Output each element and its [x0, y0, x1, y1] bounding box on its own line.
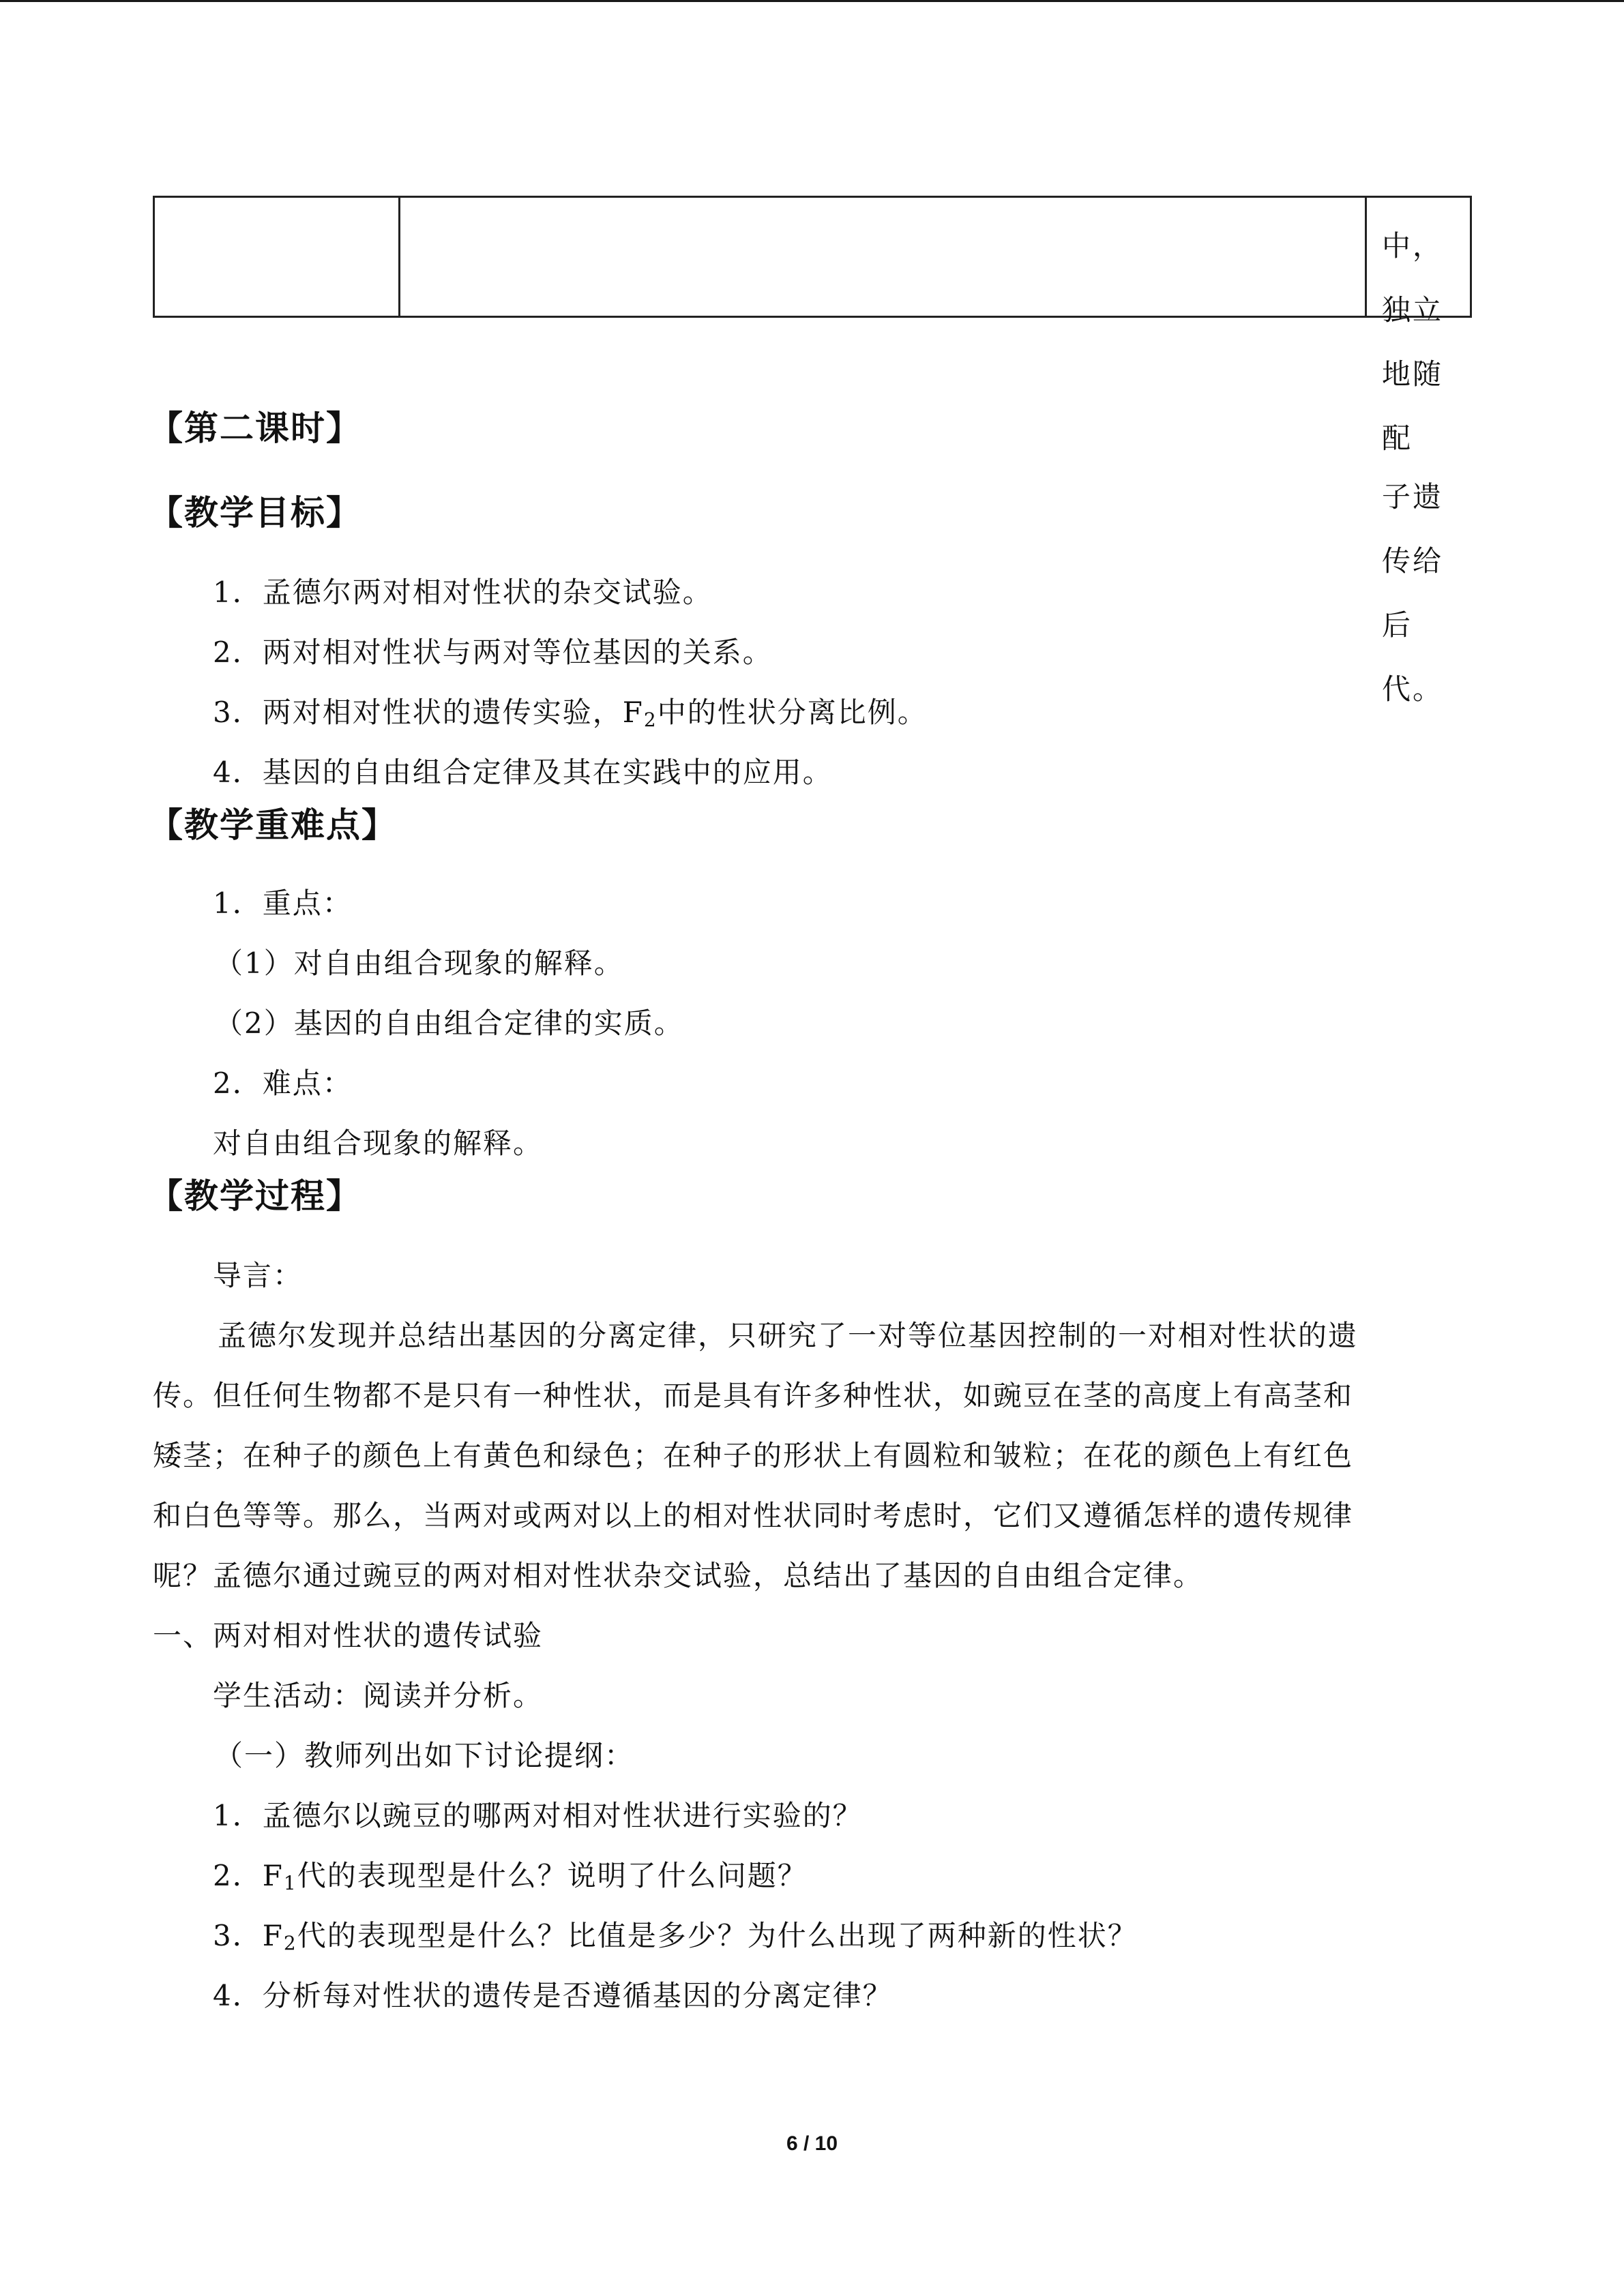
subscript: 2 — [643, 709, 658, 731]
table-cell-line: 中，独立地随配 — [1382, 229, 1444, 455]
subscript: 2 — [283, 1932, 297, 1954]
goal-item — [153, 683, 1462, 743]
discussion-outline: （一）教师列出如下讨论提纲： — [214, 1739, 635, 1772]
question-item: 4．分析每对性状的遗传是否遵循基因的分离定律？ — [213, 1979, 893, 2012]
page-top-border — [0, 0, 1624, 2]
goal-item: 4．基因的自由组合定律及其在实践中的应用。 — [213, 756, 833, 789]
table-cell-2 — [400, 198, 1367, 316]
student-activity: 学生活动：阅读并分析。 — [213, 1679, 544, 1712]
subscript: 1 — [283, 1872, 297, 1894]
keypoint-label: 1．重点： — [213, 886, 353, 920]
keypoint-item: （2）基因的自由组合定律的实质。 — [214, 1007, 684, 1040]
table-cell-1 — [155, 198, 400, 316]
page-number: 6 / 10 — [786, 2132, 838, 2155]
keypoint-item: 对自由组合现象的解释。 — [213, 1127, 544, 1160]
intro-paragraph-line: 矮茎；在种子的颜色上有黄色和绿色；在种子的形状上有圆粒和皱粒；在花的颜色上有红色 — [153, 1439, 1354, 1472]
question-text: 代的表现型是什么？说明了什么问题？ — [297, 1859, 808, 1892]
question-item — [153, 1846, 1462, 1906]
table-cell-3 — [1367, 198, 1470, 706]
goal-item: 1．孟德尔两对相对性状的杂交试验。 — [213, 576, 713, 609]
intro-paragraph-line: 孟德尔发现并总结出基因的分离定律，只研究了一对等位基因控制的一对相对性状的遗 — [218, 1319, 1359, 1352]
goal-item: 2．两对相对性状与两对等位基因的关系。 — [213, 636, 773, 669]
heading-lesson: 【第二课时】 — [149, 408, 361, 448]
question-text: 2．F — [213, 1859, 284, 1892]
intro-label: 导言： — [213, 1259, 304, 1292]
question-text: 代的表现型是什么？比值是多少？为什么出现了两种新的性状？ — [297, 1919, 1138, 1952]
heading-process: 【教学过程】 — [149, 1176, 361, 1216]
goal-text: 中的性状分离比例。 — [657, 696, 928, 729]
keypoint-label: 2．难点： — [213, 1067, 353, 1100]
keypoint-item: （1）对自由组合现象的解释。 — [214, 946, 624, 980]
goal-text: 3．两对相对性状的遗传实验，F — [213, 696, 644, 729]
intro-paragraph-line: 传。但任何生物都不是只有一种性状，而是具有许多种性状，如豌豆在茎的高度上有高茎和 — [153, 1379, 1354, 1412]
document-body — [149, 406, 1462, 2026]
question-item: 1．孟德尔以豌豆的哪两对相对性状进行实验的？ — [213, 1799, 863, 1832]
question-text: 3．F — [213, 1919, 284, 1952]
heading-goals: 【教学目标】 — [149, 493, 361, 533]
intro-paragraph-line: 呢？孟德尔通过豌豆的两对相对性状杂交试验，总结出了基因的自由组合定律。 — [153, 1559, 1204, 1592]
intro-paragraph-line: 和白色等等。那么，当两对或两对以上的相对性状同时考虑时，它们又遵循怎样的遗传规律 — [153, 1499, 1354, 1532]
heading-keypoints: 【教学重难点】 — [149, 805, 397, 845]
section-heading: 一、两对相对性状的遗传试验 — [153, 1619, 544, 1652]
table-cell-line: 子遗传给后代。 — [1382, 480, 1444, 706]
question-item — [153, 1906, 1462, 1966]
